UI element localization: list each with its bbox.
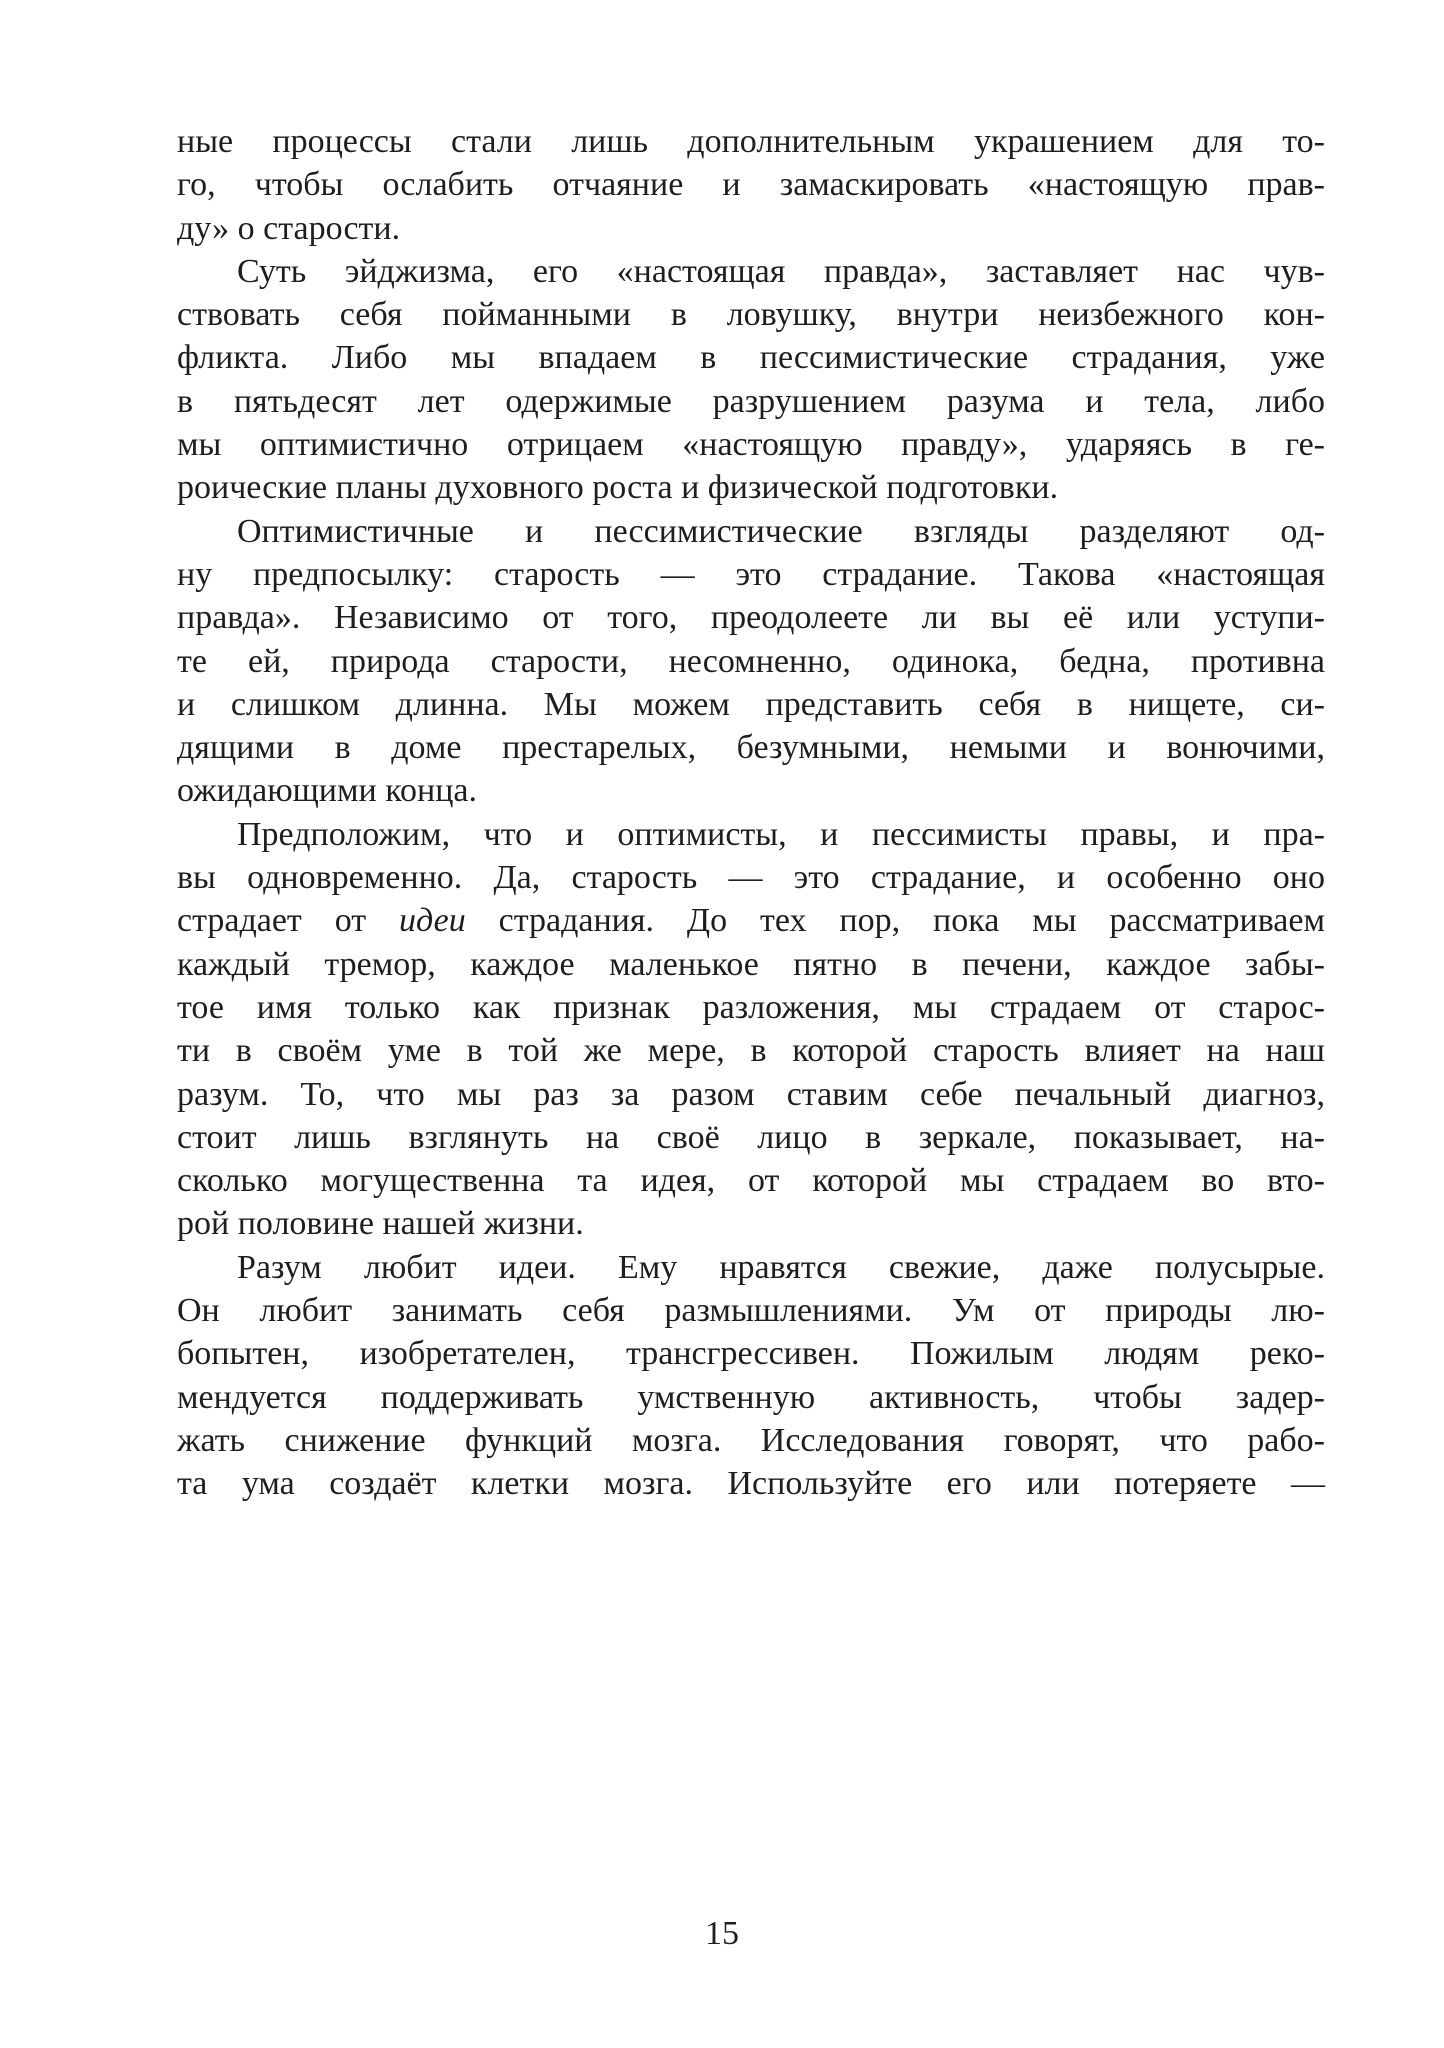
- text-line: те ей, природа старости, несомненно, одинока, бедна, противна: [177, 642, 1325, 680]
- text-line: жать снижение функций мозга. Исследования говорят, что рабо-: [177, 1421, 1325, 1459]
- text-line: ти в своём уме в той же мере, в которой старость влияет на наш: [177, 1032, 1325, 1070]
- text-line: та ума создаёт клетки мозга. Используйте его или потеряете —: [177, 1465, 1325, 1503]
- text-line: Предположим, что и оптимисты, и пессимисты правы, и пра-: [237, 815, 1325, 853]
- text-line: сколько могущественна та идея, от которой мы страдаем во вто-: [177, 1162, 1325, 1200]
- text-line: правда». Независимо от того, преодолеете ли вы её или уступи-: [177, 599, 1325, 637]
- paragraph-mind-loves-ideas: [177, 1246, 1325, 1506]
- text-line: тое имя только как признак разложения, мы страдаем от старос-: [177, 988, 1325, 1026]
- text-line: ные процессы стали лишь дополнительным украшением для то-: [177, 123, 1325, 160]
- text-line: ожидающими конца.: [177, 772, 477, 810]
- paragraph-ageism-essence: [177, 250, 1325, 510]
- text-line: Разум любит идеи. Ему нравятся свежие, даже полусырые.: [237, 1248, 1325, 1286]
- text-line: разум. То, что мы раз за разом ставим себе печальный диагноз,: [177, 1075, 1325, 1113]
- text-line: рой половине нашей жизни.: [177, 1205, 584, 1243]
- paragraph-continuation: [177, 120, 1325, 250]
- text-line: стоит лишь взглянуть на своё лицо в зеркале, показывает, на-: [177, 1118, 1325, 1156]
- text-line: Суть эйджизма, его «настоящая правда», заставляет нас чув-: [237, 252, 1325, 290]
- text-line: бопытен, изобретателен, трансгрессивен. Пожилым людям реко-: [177, 1335, 1325, 1373]
- text-line: ствовать себя пойманными в ловушку, внутри неизбежного кон-: [177, 296, 1325, 334]
- text-line: каждый тремор, каждое маленькое пятно в печени, каждое забы-: [177, 945, 1325, 983]
- text-line: фликта. Либо мы впадаем в пессимистические страдания, уже: [177, 339, 1325, 377]
- text-line: и слишком длинна. Мы можем представить себя в нищете, си-: [177, 685, 1325, 723]
- text-line: Он любит занимать себя размышлениями. Ум от природы лю-: [177, 1292, 1325, 1330]
- text-line: дящими в доме престарелых, безумными, немыми и вонючими,: [177, 729, 1325, 767]
- text-line: роические планы духовного роста и физической подготовки.: [177, 469, 1059, 507]
- text-line: Оптимистичные и пессимистические взгляды разделяют од-: [237, 512, 1325, 550]
- text-line: ду» о старости.: [177, 209, 401, 247]
- text-fragment: страдает от: [177, 902, 400, 940]
- text-line-with-italic: [177, 899, 1325, 942]
- italic-word: идеи: [399, 902, 466, 940]
- text-line: го, чтобы ослабить отчаяние и замаскировать «настоящую прав-: [177, 166, 1325, 204]
- text-line: в пятьдесят лет одержимые разрушением разума и тела, либо: [177, 382, 1325, 420]
- text-line: мендуется поддерживать умственную активность, чтобы задер-: [177, 1378, 1325, 1416]
- text-line: вы одновременно. Да, старость — это страдание, и особенно оно: [177, 859, 1325, 897]
- body-text: [177, 120, 1325, 1506]
- paragraph-suppose: [177, 813, 1325, 1246]
- text-fragment: страдания. До тех пор, пока мы рассматриваем: [465, 902, 1325, 940]
- text-line: мы оптимистично отрицаем «настоящую правду», ударяясь в ге-: [177, 426, 1325, 464]
- page-number: 15: [705, 1915, 739, 1952]
- text-line: ну предпосылку: старость — это страдание. Такова «настоящая: [177, 555, 1325, 593]
- paragraph-optimistic-pessimistic: [177, 510, 1325, 813]
